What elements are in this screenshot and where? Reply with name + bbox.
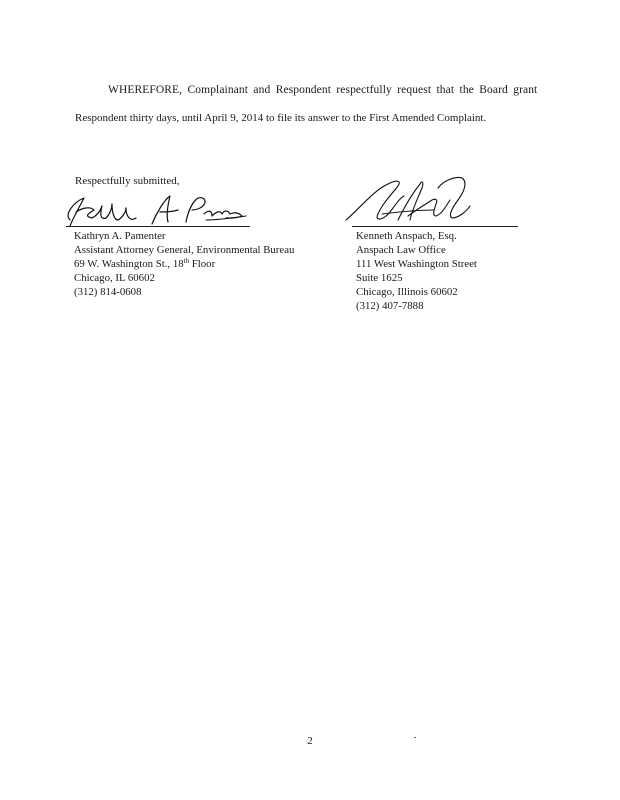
left-signatory-name: Kathryn A. Pamenter xyxy=(74,230,166,242)
right-handwritten-signature xyxy=(338,170,488,230)
left-signatory-phone: (312) 814-0608 xyxy=(74,286,142,298)
left-handwritten-signature xyxy=(56,190,256,230)
right-signatory-phone: (312) 407-7888 xyxy=(356,300,424,312)
right-signatory-name: Kenneth Anspach, Esq. xyxy=(356,230,457,242)
body-paragraph-line-1: WHEREFORE, Complainant and Respondent respectfully request that the Board grant xyxy=(108,84,538,96)
right-signatory-city: Chicago, Illinois 60602 xyxy=(356,286,458,298)
right-signature-block xyxy=(356,229,477,313)
right-signatory-street: 111 West Washington Street xyxy=(356,258,477,270)
right-signatory-suite: Suite 1625 xyxy=(356,272,403,284)
right-signature-line xyxy=(352,226,518,227)
left-signature-line xyxy=(66,226,250,227)
page-number: 2 xyxy=(307,735,313,747)
left-signatory-title: Assistant Attorney General, Environmental Bureau xyxy=(74,244,295,256)
body-paragraph-line-2: Respondent thirty days, until April 9, 2014 to file its answer to the First Amended Complaint. xyxy=(75,112,487,124)
left-signatory-address: 69 W. Washington St., 18th Floor xyxy=(74,257,216,270)
right-signatory-firm: Anspach Law Office xyxy=(356,244,446,256)
closing-phrase: Respectfully submitted, xyxy=(75,175,180,187)
left-signatory-city: Chicago, IL 60602 xyxy=(74,272,155,284)
scan-speck xyxy=(414,737,416,738)
left-signature-block xyxy=(74,229,294,299)
